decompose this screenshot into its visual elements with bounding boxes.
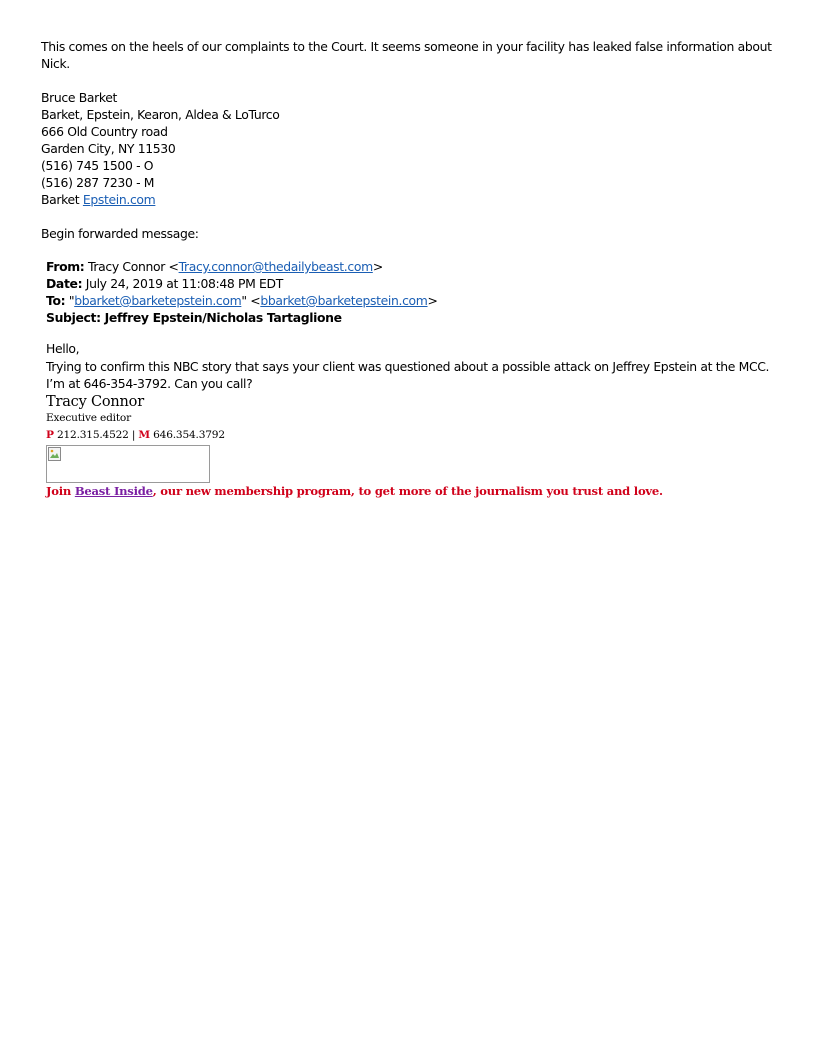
to-quote-open: " (68, 293, 75, 308)
signature-name: Bruce Barket (41, 90, 118, 105)
signature-website-link[interactable]: Epstein.com (82, 192, 156, 207)
forward-notice: Begin forwarded message: (41, 226, 199, 241)
to-quote-close: " < (241, 293, 261, 308)
forwarded-message (46, 258, 776, 499)
date-value: July 24, 2019 at 11:08:48 PM EDT (85, 276, 283, 291)
signature-website (41, 191, 776, 208)
from-name: Tracy Connor < (88, 259, 179, 274)
signature-website-prefix: Barket (41, 192, 83, 207)
promo-prefix: Join (46, 484, 75, 498)
beast-inside-link[interactable]: Beast Inside (74, 484, 153, 498)
to-label: To: (46, 293, 66, 308)
spacer (41, 208, 776, 225)
from-email-link[interactable]: Tracy.connor@thedailybeast.com (178, 259, 373, 274)
signature-firm: Barket, Epstein, Kearon, Aldea & LoTurco (41, 107, 280, 122)
header-subject (46, 309, 776, 326)
to-close: > (427, 293, 438, 308)
phone-separator: | (131, 429, 136, 441)
header-to (46, 292, 776, 309)
signature-image-placeholder (46, 445, 210, 483)
phone-m-number: 646.354.3792 (153, 429, 225, 441)
message-body (46, 340, 776, 392)
from-label: From: (46, 259, 85, 274)
broken-image-icon (48, 447, 62, 461)
header-date (46, 275, 776, 292)
sender-signature-block (41, 89, 776, 208)
to-display-email-link[interactable]: bbarket@barketepstein.com (74, 293, 242, 308)
phone-p-number: 212.315.4522 (56, 429, 129, 441)
signature-phone-mobile: (516) 287 7230 - M (41, 175, 155, 190)
to-email-link[interactable]: bbarket@barketepstein.com (260, 293, 428, 308)
phone-m-label: M (138, 429, 150, 441)
message-greeting: Hello, (46, 341, 80, 356)
header-from (46, 258, 776, 275)
phone-p-label: P (46, 429, 54, 441)
tracy-signature-name: Tracy Connor (46, 394, 144, 410)
signature-address-line-1: 666 Old Country road (41, 124, 168, 139)
message-text: Trying to confirm this NBC story that says your client was questioned about a possible attack on Jeffrey Epstein at the MCC. I’m at 646-354-3792. Can you call? (46, 359, 770, 391)
email-page (41, 38, 776, 499)
tracy-signature-title: Executive editor (46, 412, 131, 424)
signature-address-line-2: Garden City, NY 11530 (41, 141, 176, 156)
from-close: > (372, 259, 383, 274)
subject-value: Jeffrey Epstein/Nicholas Tartaglione (104, 310, 342, 325)
intro-paragraph: This comes on the heels of our complaints to the Court. It seems someone in your facility has leaked false information about Nick. (41, 39, 772, 71)
tracy-signature-phones (46, 427, 776, 444)
spacer (41, 72, 776, 89)
subject-label: Subject: (46, 310, 101, 325)
signature-phone-office: (516) 745 1500 - O (41, 158, 154, 173)
membership-promo (46, 483, 776, 499)
promo-suffix: , our new membership program, to get more of the journalism you trust and love. (152, 484, 663, 498)
date-label: Date: (46, 276, 83, 291)
